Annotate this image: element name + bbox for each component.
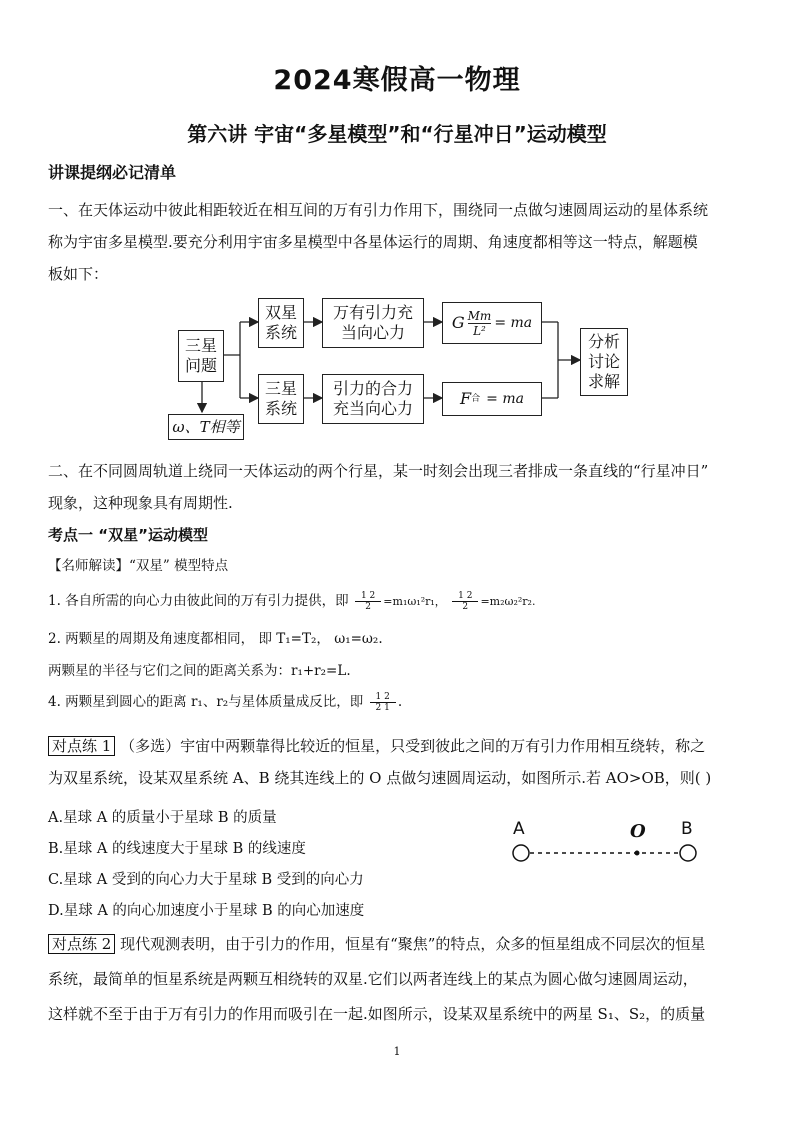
point4: 4. 两颗星到圆心的距离 r₁、r₂与星体质量成反比，即 $\frac{1 2}{2 1}$ . [48,692,403,713]
outline-heading: 讲课提纲必记清单 [48,163,177,182]
option-b: B.星球 A 的线速度大于星球 B 的线速度 [48,841,306,857]
formula2-sub: 合 [471,394,481,404]
double-star-system-box: 双星 系统 [258,298,304,348]
para2-line1: 二、在不同圆周轨道上绕同一天体运动的两个行星，某一时刻会出现三者排成一条直线的“行星冲日” [48,462,709,480]
point1-eq2: =m₂ω₂²r₂. [480,595,536,608]
label-a: A [513,819,525,839]
para1-line1: 一、在天体运动中彼此相距较近在相互间的万有引力作用下，围绕同一点做匀速圆周运动的星体系统 [48,201,709,219]
para2 [48,455,758,519]
practice1-line2: 为双星系统，设某双星系统 A、B 绕其连线上的 O 点做匀速圆周运动，如图所示.若 AO>OB，则( ) [48,769,712,787]
gravity-centripetal-box: 万有引力充 当向心力 [322,298,424,348]
analyze-discuss-solve-box: 分析 讨论 求解 [580,328,628,396]
practice2-label: 对点练 2 [48,934,115,954]
practice2 [48,928,758,1030]
label-o: O [630,821,646,842]
option-d: D.星球 A 的向心加速度小于星球 B 的向心加速度 [48,903,365,919]
option-a: A.星球 A 的质量小于星球 B 的质量 [48,810,277,826]
practice1-line1: （多选）宇宙中两颗靠得比较近的恒星，只受到彼此之间的万有引力作用相互绕转，称之 [120,737,706,755]
star-b-circle [680,845,696,861]
formula1-fraction [468,309,492,338]
center-o-dot [635,851,640,856]
para1-line2: 称为宇宙多星模型.要充分利用宇宙多星模型中各星体运行的周期、角速度都相等这一特点，解题模 [48,233,698,251]
point1-fraction-1 [355,591,381,612]
point4-fraction [370,692,396,713]
mingshi-label: 【名师解读】“双星” 模型特点 [48,558,229,574]
practice2-line1: 现代观测表明，由于引力的作用，恒星有“聚焦”的特点，众多的恒星组成不同层次的恒星 [120,935,706,953]
practice2-line2: 系统，最简单的恒星系统是两颗互相绕转的双星.它们以两者连线上的某点为圆心做匀速圆周运动， [48,970,698,988]
point1-frac1-num: 1 2 [355,591,381,602]
para1 [48,194,758,290]
practice1-label: 对点练 1 [48,736,115,756]
page-title: 2024寒假高一物理 [273,65,521,96]
practice1 [48,730,758,794]
star-a-circle [513,845,529,861]
point4-den: 2 1 [375,703,390,713]
practice1-options [48,803,364,927]
point1-fraction-2 [452,591,478,612]
formula2-rhs: = ma [486,391,524,407]
point3: 两颗星的半径与它们之间的距离关系为：r₁+r₂=L. [48,663,351,679]
formula1-box [442,302,542,344]
formula2-box [442,382,542,416]
resultant-centripetal-box: 引力的合力 充当向心力 [322,374,424,424]
point4-text: 4. 两颗星到圆心的距离 r₁、r₂与星体质量成反比，即 [48,694,364,710]
label-b: B [681,819,693,839]
lecture-subtitle: 第六讲 宇宙“多星模型”和“行星冲日”运动模型 [187,122,607,146]
practice1-line1-row [48,730,758,762]
para1-line3: 板如下： [48,265,109,283]
double-star-figure [500,815,720,875]
triple-star-system-box: 三星 系统 [258,374,304,424]
formula1-num: Mm [467,308,492,323]
point1-frac2-den: 2 [462,602,469,612]
point1-frac2-num: 1 2 [452,591,478,602]
page-number: 1 [393,1045,401,1058]
kaodian1-heading: 考点一 “双星”运动模型 [48,526,208,544]
practice2-line1-row [48,928,758,960]
point4-num: 1 2 [370,692,396,703]
three-star-problem-box: 三星 问题 [178,330,224,382]
formula1-g: G [451,313,465,332]
multi-star-flow-diagram [160,290,640,446]
formula1-rhs: = ma [494,315,533,331]
omega-t-equal-box: ω、T相等 [168,414,244,440]
para2-line2: 现象，这种现象具有周期性. [48,494,233,512]
formula1-den: L² [473,323,486,338]
option-c: C.星球 A 受到的向心力大于星球 B 受到的向心力 [48,872,364,888]
point1-eq1: =m₁ω₁²r₁， [383,595,446,608]
formula2-f: F [460,389,472,408]
point1-text: 1. 各自所需的向心力由彼此间的万有引力提供，即 [48,593,349,609]
practice2-line3: 这样就不至于由于万有引力的作用而吸引在一起.如图所示，设某双星系统中的两星 S₁、S₂，的质量 [48,1005,706,1023]
point1 [48,589,535,612]
point2: 2. 两颗星的周期及角速度都相同， 即 T₁=T₂， ω₁=ω₂. [48,631,383,647]
point1-frac1-den: 2 [365,602,371,612]
